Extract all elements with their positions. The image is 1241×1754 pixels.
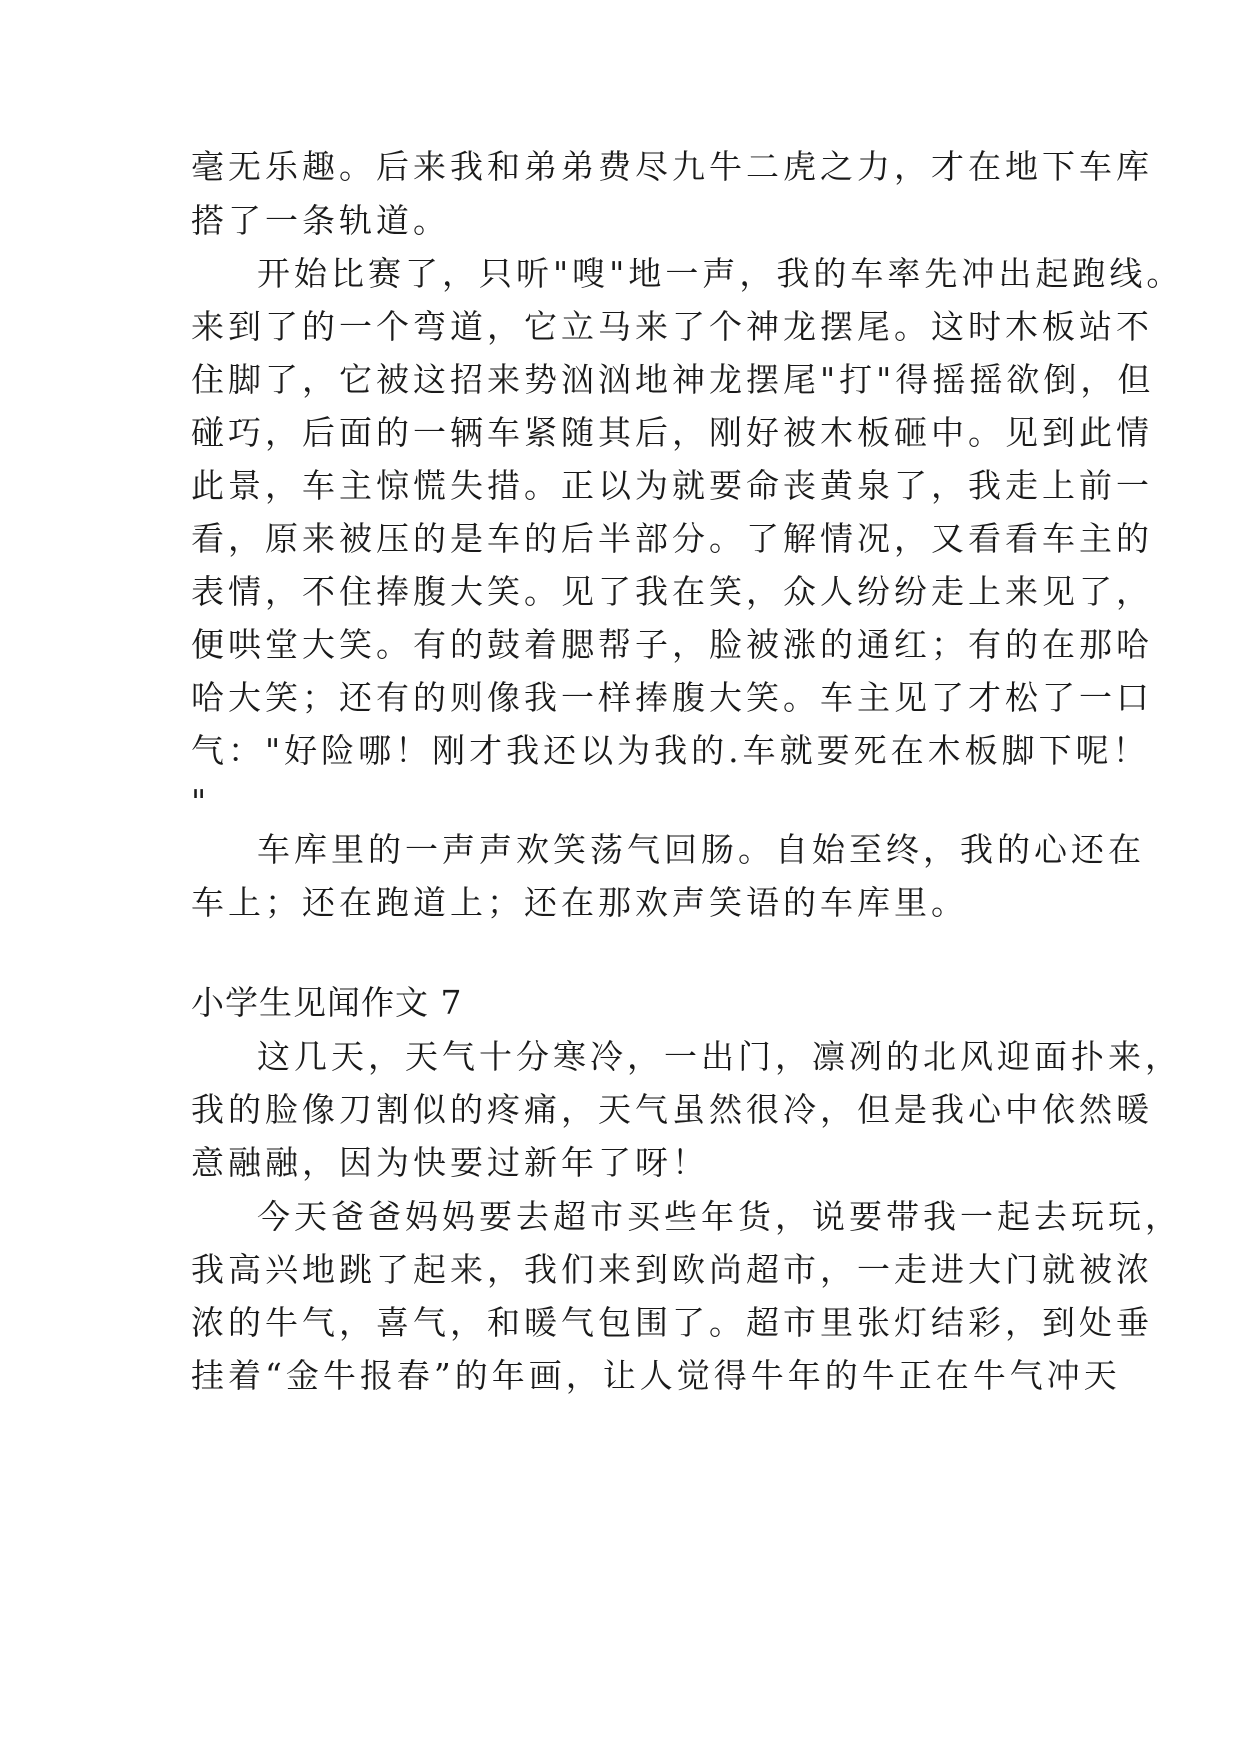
paragraph-line: 气："好险哪！刚才我还以为我的.车就要死在木板脚下呢！ — [191, 731, 1150, 770]
paragraph-line: 此景，车主惊慌失措。正以为就要命丧黄泉了，我走上前一 — [191, 466, 1153, 505]
paragraph-line: 表情，不住捧腹大笑。见了我在笑，众人纷纷走上来见了， — [191, 572, 1153, 611]
paragraph-line: 今天爸爸妈妈要去超市买些年货，说要带我一起去玩玩， — [257, 1197, 1182, 1236]
paragraph-line: 浓的牛气，喜气，和暖气包围了。超市里张灯结彩，到处垂 — [191, 1303, 1153, 1342]
paragraph-line: 碰巧，后面的一辆车紧随其后，刚好被木板砸中。见到此情 — [191, 413, 1153, 452]
section-title: 小学生见闻作文 7 — [191, 983, 463, 1022]
paragraph-line: 开始比赛了，只听"嗖"地一声，我的车率先冲出起跑线。 — [257, 254, 1184, 293]
paragraph-line: 便哄堂大笑。有的鼓着腮帮子，脸被涨的通红；有的在那哈 — [191, 625, 1153, 664]
paragraph-line: 意融融，因为快要过新年了呀！ — [191, 1143, 709, 1182]
paragraph-line: 这几天，天气十分寒冷，一出门，凛冽的北风迎面扑来， — [257, 1037, 1182, 1076]
paragraph-line: 来到了的一个弯道，它立马来了个神龙摆尾。这时木板站不 — [191, 307, 1153, 346]
paragraph-line: 看，原来被压的是车的后半部分。了解情况，又看看车主的 — [191, 519, 1153, 558]
paragraph-line: 挂着“金牛报春”的年画，让人觉得牛年的牛正在牛气冲天 — [191, 1356, 1121, 1395]
paragraph-line: 住脚了，它被这招来势汹汹地神龙摆尾"打"得摇摇欲倒，但 — [191, 360, 1155, 399]
paragraph-line: 哈大笑；还有的则像我一样捧腹大笑。车主见了才松了一口 — [191, 678, 1153, 717]
paragraph-line: 毫无乐趣。后来我和弟弟费尽九牛二虎之力，才在地下车库 — [191, 147, 1153, 186]
paragraph-line: 搭了一条轨道。 — [191, 201, 450, 240]
paragraph-line: 我的脸像刀割似的疼痛，天气虽然很冷，但是我心中依然暖 — [191, 1090, 1153, 1129]
paragraph-line: 车上；还在跑道上；还在那欢声笑语的车库里。 — [191, 883, 968, 922]
paragraph-line: 我高兴地跳了起来，我们来到欧尚超市，一走进大门就被浓 — [191, 1250, 1153, 1289]
paragraph-line: 车库里的一声声欢笑荡气回肠。自始至终，我的心还在 — [257, 830, 1145, 869]
paragraph-line: " — [191, 782, 211, 821]
